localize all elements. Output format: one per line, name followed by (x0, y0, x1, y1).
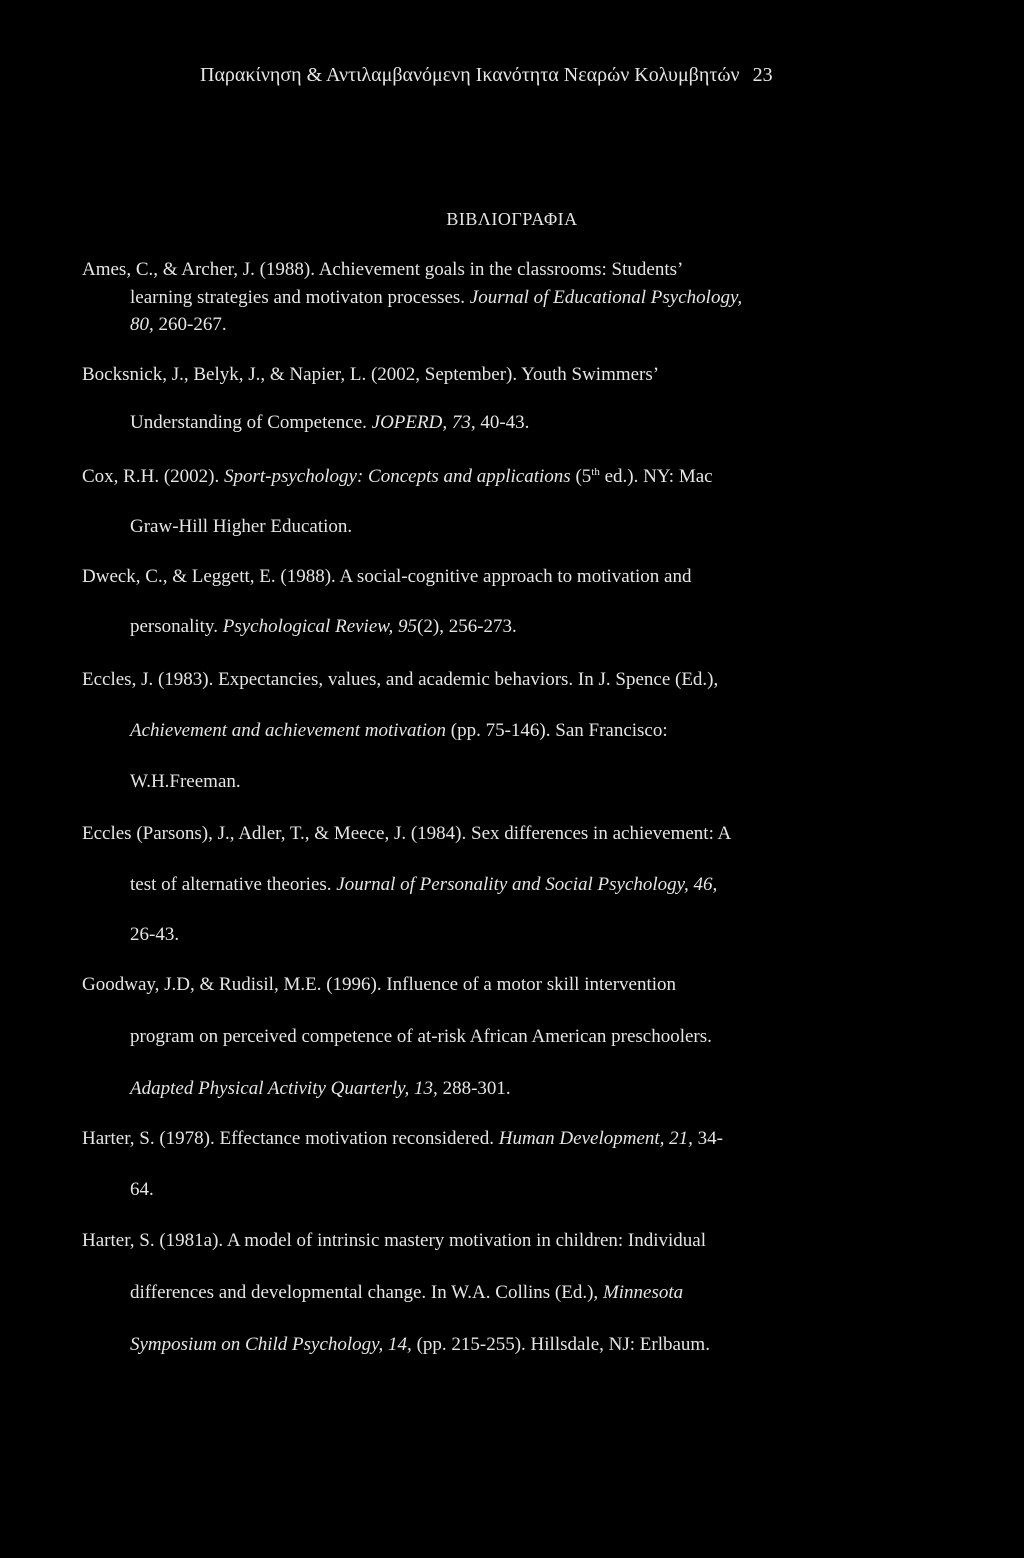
reference-text: 64. (130, 1179, 154, 1200)
reference-text: Goodway, J.D, & Rudisil, M.E. (1996). Influence of a motor skill intervention (82, 974, 677, 995)
reference-text: personality. (130, 616, 223, 637)
reference-continuation-line (130, 617, 517, 636)
italic-text: Journal of Educational Psychology, (469, 287, 743, 308)
reference-text: (5 (570, 466, 592, 487)
superscript-text: th (591, 466, 600, 478)
section-title: ΒΙΒΛΙΟΓΡΑΦΙΑ (446, 209, 578, 229)
reference-text: (2), 256-273. (417, 616, 517, 637)
reference-text: Understanding of Competence. (130, 412, 372, 433)
reference-continuation-line (130, 1079, 511, 1098)
running-title: Παρακίνηση & Αντιλαμβανόμενη Ικανότητα Νεαρών Κολυμβητών (200, 64, 740, 86)
reference-continuation-line (130, 1335, 710, 1354)
italic-text: JOPERD, 73, (371, 412, 476, 433)
reference-first-line (82, 467, 713, 486)
reference-text: Ames, C., & Archer, J. (1988). Achievement goals in the classrooms: Students’ (82, 259, 684, 280)
reference-text: W.H.Freeman. (130, 771, 241, 792)
reference-continuation-line (130, 517, 352, 536)
reference-continuation-line (130, 925, 179, 944)
reference-text: Harter, S. (1981a). A model of intrinsic mastery motivation in children: Individual (82, 1230, 707, 1251)
reference-first-line (82, 365, 659, 384)
reference-text: 26-43. (130, 924, 180, 945)
italic-text: Human Development, 21, (498, 1128, 693, 1149)
italic-text: Symposium on Child Psychology, 14, (130, 1334, 412, 1355)
reference-first-line (82, 260, 683, 279)
reference-text: differences and developmental change. In W.A. Collins (Ed.), (130, 1282, 603, 1303)
italic-text: 80, (130, 314, 154, 335)
reference-text: Cox, R.H. (2002). (82, 466, 224, 487)
reference-text: learning strategies and motivaton processes. (130, 287, 470, 308)
reference-continuation-line (130, 288, 742, 307)
italic-text: Adapted Physical Activity Quarterly, 13, (130, 1078, 438, 1099)
reference-first-line (82, 1231, 706, 1250)
reference-continuation-line (130, 875, 717, 894)
reference-first-line (82, 670, 718, 689)
italic-text: Psychological Review, 95 (222, 616, 418, 637)
reference-first-line (82, 567, 691, 586)
reference-text: Eccles, J. (1983). Expectancies, values, and academic behaviors. In J. Spence (Ed.), (82, 669, 719, 690)
reference-first-line (82, 824, 731, 843)
reference-text: Bocksnick, J., Belyk, J., & Napier, L. (2002, September). Youth Swimmers’ (82, 364, 660, 385)
reference-text: program on perceived competence of at-risk African American preschoolers. (130, 1026, 712, 1047)
reference-continuation-line (130, 1180, 154, 1199)
italic-text: Achievement and achievement motivation (130, 720, 447, 741)
reference-continuation-line (130, 721, 668, 740)
reference-text: test of alternative theories. (130, 874, 337, 895)
reference-text: 34- (692, 1128, 723, 1149)
reference-text: Harter, S. (1978). Effectance motivation reconsidered. (82, 1128, 499, 1149)
reference-text: Graw-Hill Higher Education. (130, 516, 353, 537)
reference-continuation-line (130, 413, 529, 432)
italic-text: Minnesota (602, 1282, 684, 1303)
reference-first-line (82, 1129, 723, 1148)
italic-text: Journal of Personality and Social Psychology, 46, (336, 874, 718, 895)
page-number: 23 (752, 64, 773, 86)
reference-text: (pp. 75-146). San Francisco: (446, 720, 668, 741)
reference-continuation-line (130, 1027, 712, 1046)
reference-continuation-line (130, 772, 241, 791)
reference-text: 260-267. (153, 314, 227, 335)
reference-continuation-line (130, 315, 227, 334)
reference-text: Dweck, C., & Leggett, E. (1988). A social-cognitive approach to motivation and (82, 566, 692, 587)
reference-first-line (82, 975, 676, 994)
reference-continuation-line (130, 1283, 683, 1302)
reference-text: 40-43. (475, 412, 530, 433)
reference-text: Eccles (Parsons), J., Adler, T., & Meece, J. (1984). Sex differences in achievement: A (82, 823, 732, 844)
running-header (200, 64, 820, 87)
reference-text: (pp. 215-255). Hillsdale, NJ: Erlbaum. (411, 1334, 710, 1355)
reference-text: 288-301. (437, 1078, 511, 1099)
italic-text: Sport-psychology: Concepts and applications (223, 466, 571, 487)
reference-text: ed.). NY: Mac (599, 466, 713, 487)
